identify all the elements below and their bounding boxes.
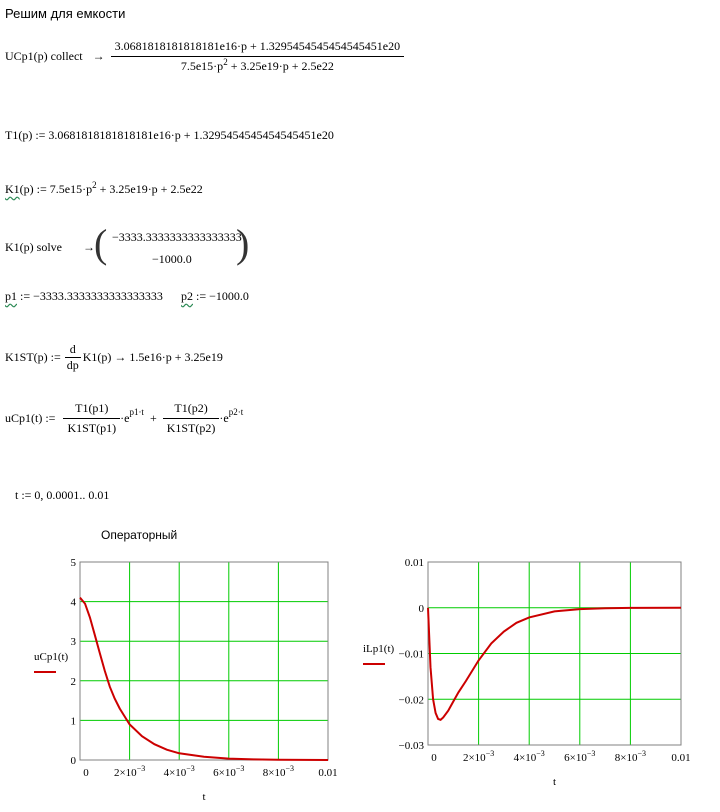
collect-numerator: 3.0681818181818181e16·p + 1.3295454545454545451e20 (111, 39, 404, 57)
y-tick-label: −0.02 (398, 694, 424, 707)
x-tick-label: $4\times 10^{-3}$ (513, 749, 545, 764)
k1st-definition[interactable]: K1ST(p) := $\frac{d}{dp}$ K1(p) → 1.5e16·p + 3.25e19 (5, 341, 223, 372)
series-line (80, 598, 328, 760)
k1-solve-lhs[interactable]: K1(p) solve (5, 240, 62, 254)
y-tick-label: 2 (70, 675, 76, 688)
arrow-icon: → (83, 240, 95, 254)
x-tick-label: $2\times 10^{-3}$ (462, 749, 495, 764)
ucp1-definition[interactable]: uCp1(t) := $\frac{T1(p1)}{K1ST(p1)}$ ·e $^{p1\cdot t}$ + $\frac{T1(p2)}{K1ST(p2)}$ ·e $^{p2\cdot t}$ (5, 400, 244, 435)
arrow-icon: → (92, 48, 105, 63)
series-line (428, 608, 681, 720)
x-tick-label: 0 (431, 752, 437, 764)
y-tick-label: 5 (70, 557, 76, 569)
plot-frame (428, 562, 681, 745)
t1-definition[interactable]: T1(p) := 3.0681818181818181e16·p + 1.3295454545454545451e20 (5, 128, 334, 142)
solve-root-1: −3333.3333333333333333 (112, 230, 242, 244)
k1-name: K1 (5, 182, 20, 196)
y-tick-label: 0.01 (404, 557, 424, 569)
t-range-definition[interactable]: t := 0, 0.0001.. 0.01 (15, 488, 110, 502)
y-tick-label: 0 (70, 755, 76, 767)
page-title: Решим для емкости (5, 6, 126, 21)
y-tick-label: 0 (418, 602, 424, 615)
x-tick-label: 0.01 (318, 767, 338, 779)
x-axis-label: t (552, 776, 557, 788)
x-tick-label: $8\times 10^{-3}$ (262, 764, 295, 779)
y-tick-label: 1 (70, 715, 76, 728)
collect-fraction (111, 39, 404, 74)
y-axis-label: uCp1(t) (34, 651, 69, 663)
solve-root-2: −1000.0 (152, 252, 192, 266)
k1-definition[interactable]: K1(p) := $7.5e15\cdot p^2 + 3.25e19\cdot p + 2.5e22$ (5, 180, 203, 196)
ucp1-plot[interactable] (34, 557, 338, 803)
derivative-operator: $\frac{d}{dp}$ (66, 341, 79, 372)
p2-definition[interactable]: p2 := −1000.0 (181, 289, 249, 303)
left-paren: ( (94, 221, 108, 266)
x-tick-label: 0 (83, 767, 89, 779)
collect-equation[interactable] (5, 36, 404, 76)
p1-definition[interactable]: p1 := −3333.3333333333333333 (5, 289, 163, 303)
term1-fraction: $\frac{T1(p1)}{K1ST(p1)}$ (63, 401, 120, 436)
collect-lhs: UCp1(p) collect (5, 48, 83, 63)
x-axis-label: t (202, 791, 206, 803)
plot-frame (80, 562, 328, 760)
x-tick-label: $6\times 10^{-3}$ (213, 764, 245, 779)
section-label: Операторный (101, 528, 178, 542)
x-tick-label: $4\times 10^{-3}$ (163, 764, 195, 779)
right-paren: ) (236, 221, 250, 266)
collect-denominator: $7.5e15\cdot p^2 + 3.25e19\cdot p + 2.5e22$ (180, 56, 334, 73)
x-tick-label: $8\times 10^{-3}$ (614, 749, 647, 764)
x-tick-label: $2\times 10^{-3}$ (113, 764, 146, 779)
ilp1-plot[interactable] (363, 557, 691, 788)
x-tick-label: 0.01 (671, 752, 691, 764)
y-tick-label: 3 (70, 636, 76, 649)
x-tick-label: $6\times 10^{-3}$ (564, 749, 596, 764)
y-tick-label: −0.01 (398, 648, 424, 661)
y-tick-label: −0.03 (398, 740, 424, 752)
y-axis-label: iLp1(t) (363, 643, 395, 655)
term2-fraction: $\frac{T1(p2)}{K1ST(p2)}$ (163, 401, 220, 436)
y-tick-label: 4 (70, 596, 76, 609)
